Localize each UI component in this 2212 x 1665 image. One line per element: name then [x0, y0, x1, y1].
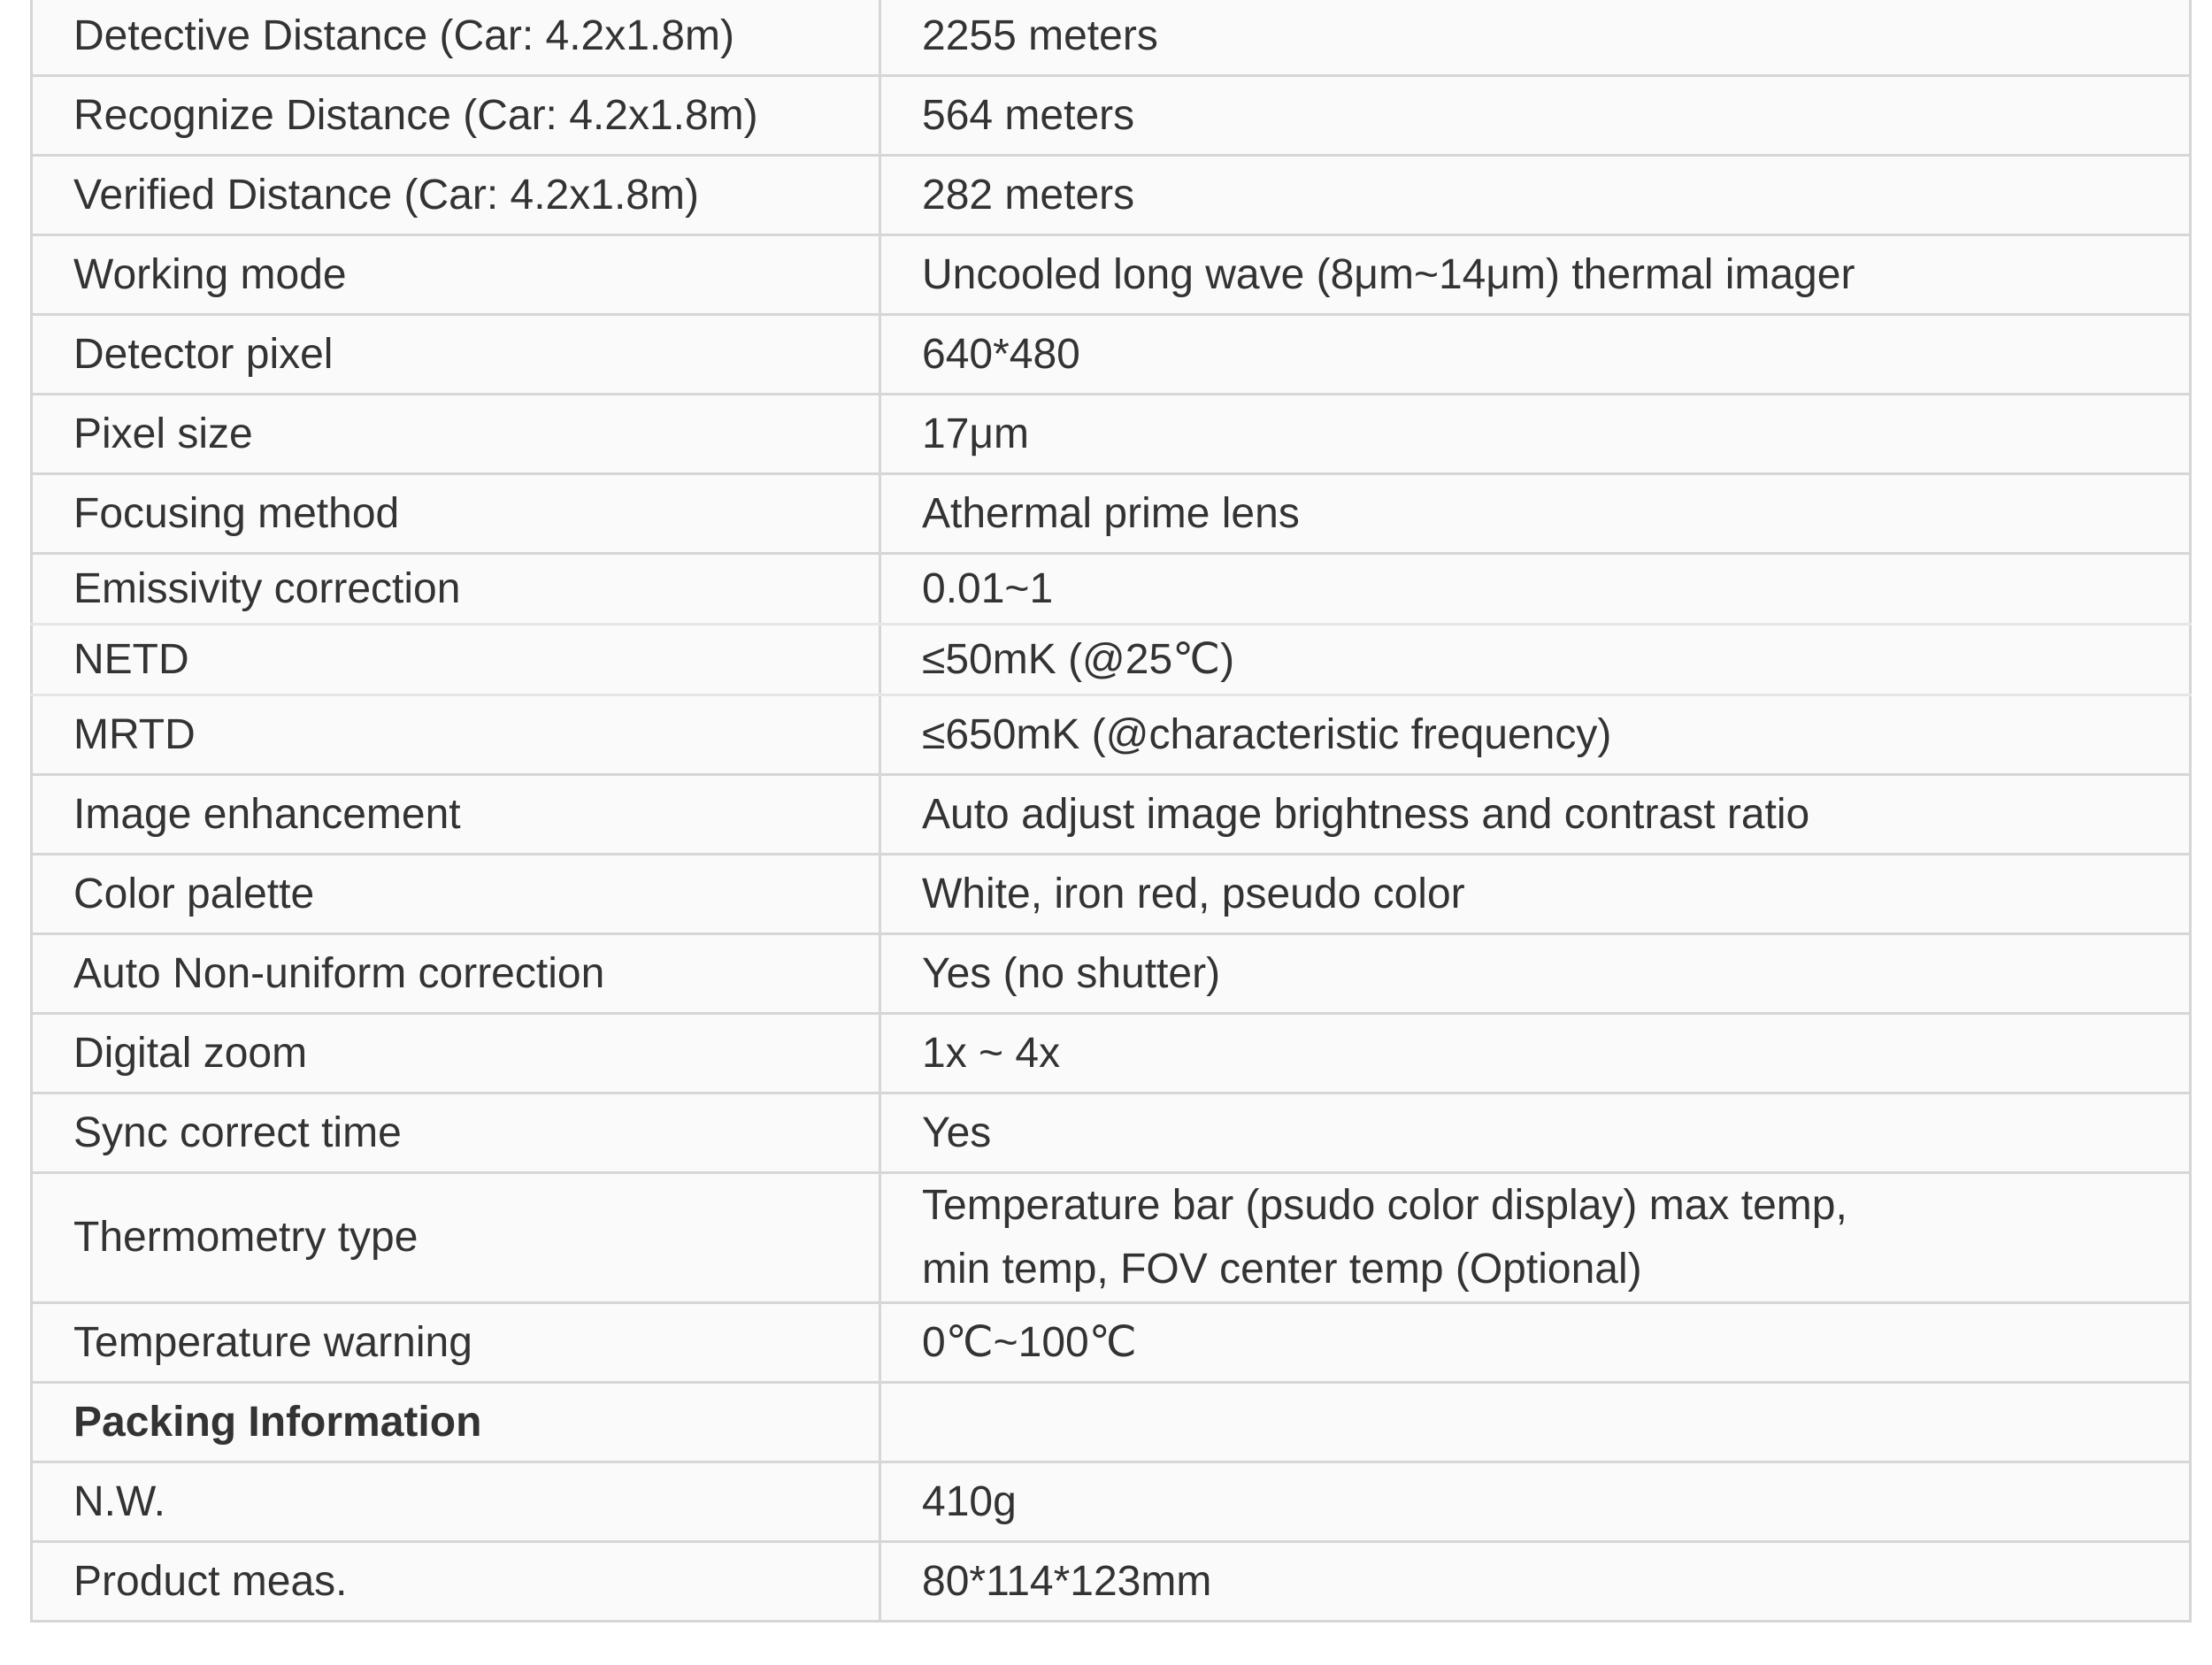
table-row [32, 1173, 2191, 1303]
table-row [32, 1542, 2191, 1622]
table-row [32, 855, 2191, 934]
spec-value: 564 meters [880, 76, 2191, 156]
spec-label: Detector pixel [32, 315, 880, 395]
spec-value: 640*480 [880, 315, 2191, 395]
spec-label: Detective Distance (Car: 4.2x1.8m) [32, 0, 880, 76]
spec-value: 17μm [880, 395, 2191, 474]
spec-label: Digital zoom [32, 1014, 880, 1093]
table-row [32, 1462, 2191, 1542]
table-row [32, 1014, 2191, 1093]
spec-value: 0.01~1 [880, 554, 2191, 625]
spec-label: NETD [32, 625, 880, 695]
spec-label: Product meas. [32, 1542, 880, 1622]
spec-value-line: min temp, FOV center temp (Optional) [922, 1246, 1642, 1293]
spec-label: Color palette [32, 855, 880, 934]
spec-label: Image enhancement [32, 775, 880, 855]
spec-value: ≤50mK (@25℃) [880, 625, 2191, 695]
spec-value: Athermal prime lens [880, 474, 2191, 554]
spec-label: MRTD [32, 695, 880, 775]
spec-value: ≤650mK (@characteristic frequency) [880, 695, 2191, 775]
spec-value: 2255 meters [880, 0, 2191, 76]
table-row [32, 0, 2191, 76]
spec-value: 1x ~ 4x [880, 1014, 2191, 1093]
table-row [32, 156, 2191, 235]
spec-value: Auto adjust image brightness and contrast ratio [880, 775, 2191, 855]
spec-table [30, 0, 2192, 1623]
table-row [32, 1303, 2191, 1383]
table-row [32, 395, 2191, 474]
table-row [32, 1093, 2191, 1173]
spec-value-line: Temperature bar (psudo color display) max temp, [922, 1182, 1847, 1229]
spec-label: Verified Distance (Car: 4.2x1.8m) [32, 156, 880, 235]
table-row [32, 625, 2191, 695]
spec-label: Focusing method [32, 474, 880, 554]
table-row [32, 235, 2191, 315]
spec-label: Temperature warning [32, 1303, 880, 1383]
spec-label: Pixel size [32, 395, 880, 474]
table-row [32, 474, 2191, 554]
spec-value: 0℃~100℃ [880, 1303, 2191, 1383]
table-row-section-header [32, 1383, 2191, 1462]
spec-label: Working mode [32, 235, 880, 315]
spec-value: Yes [880, 1093, 2191, 1173]
spec-value [880, 1383, 2191, 1462]
section-heading: Packing Information [32, 1383, 880, 1462]
spec-value: 282 meters [880, 156, 2191, 235]
spec-value: 410g [880, 1462, 2191, 1542]
table-row [32, 695, 2191, 775]
spec-value: Uncooled long wave (8μm~14μm) thermal imager [880, 235, 2191, 315]
spec-value [880, 1173, 2191, 1303]
table-row [32, 934, 2191, 1014]
table-row [32, 554, 2191, 625]
spec-label: Sync correct time [32, 1093, 880, 1173]
spec-label: Thermometry type [32, 1173, 880, 1303]
spec-value: Yes (no shutter) [880, 934, 2191, 1014]
spec-label: N.W. [32, 1462, 880, 1542]
spec-value: White, iron red, pseudo color [880, 855, 2191, 934]
spec-value: 80*114*123mm [880, 1542, 2191, 1622]
spec-label: Recognize Distance (Car: 4.2x1.8m) [32, 76, 880, 156]
table-row [32, 315, 2191, 395]
table-row [32, 76, 2191, 156]
table-row [32, 775, 2191, 855]
spec-label: Emissivity correction [32, 554, 880, 625]
spec-label: Auto Non-uniform correction [32, 934, 880, 1014]
